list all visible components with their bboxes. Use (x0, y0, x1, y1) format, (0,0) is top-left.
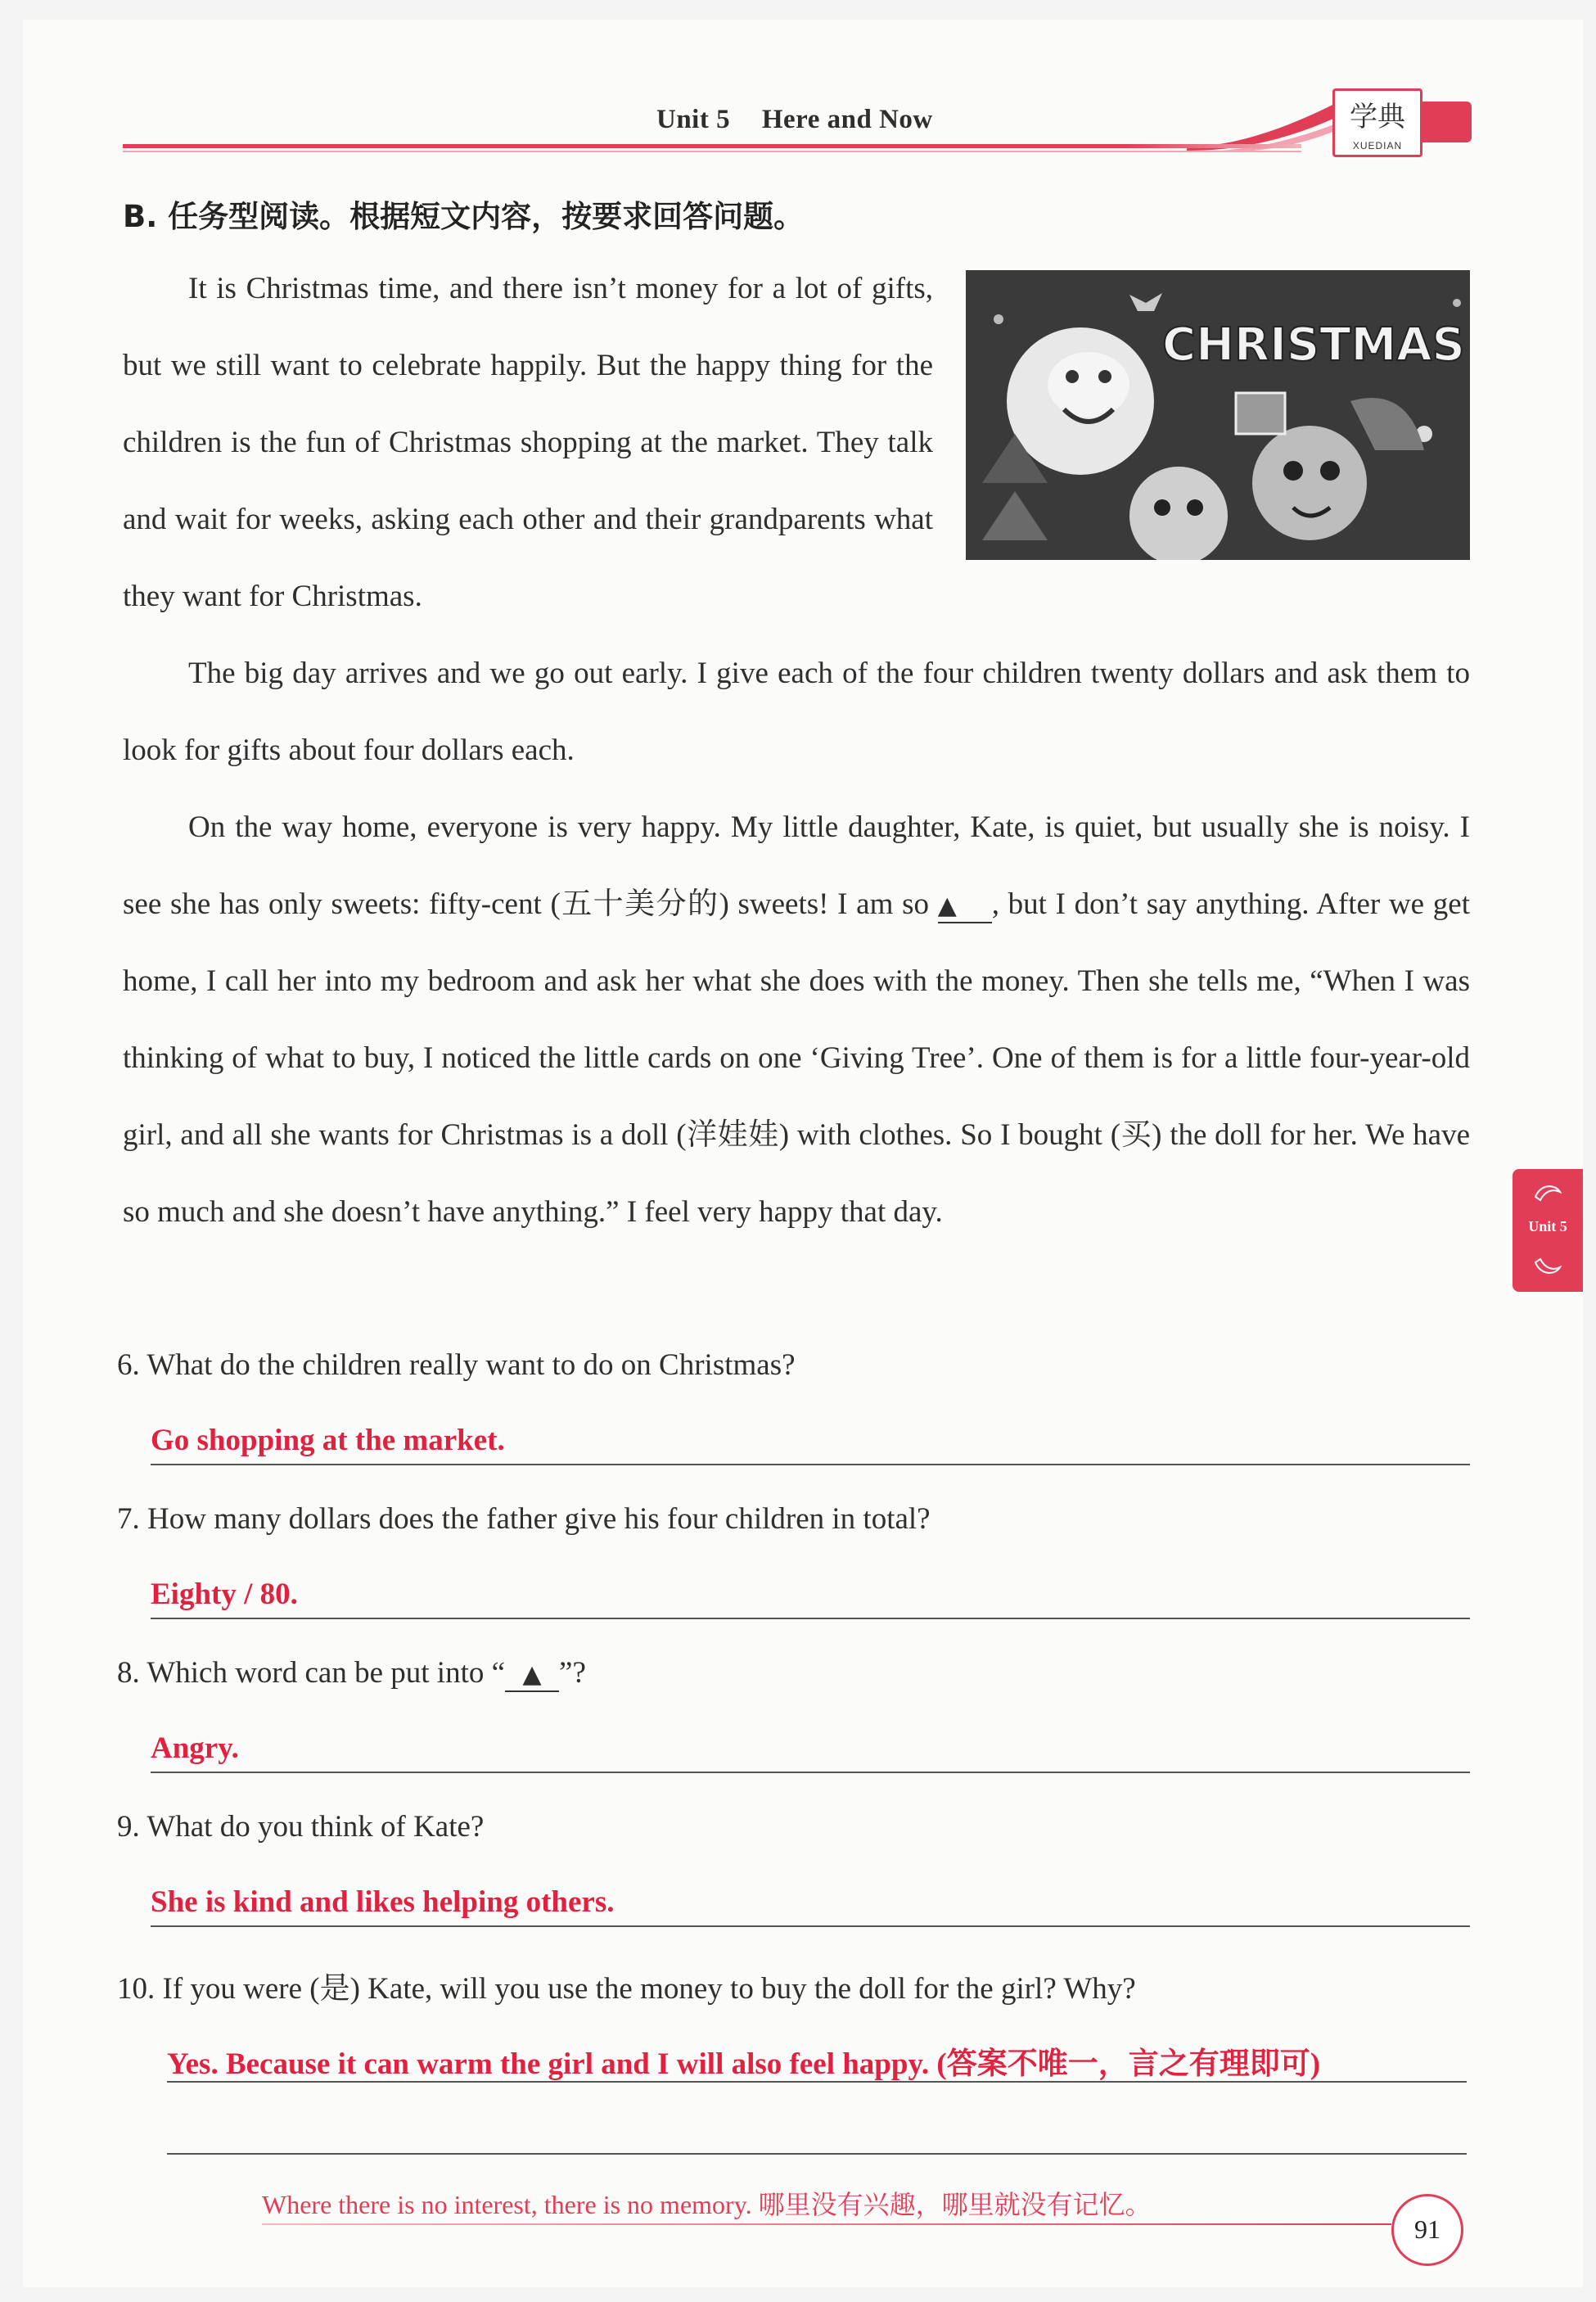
passage-paragraph-3 (123, 789, 1470, 1251)
wing-ornament-icon (1534, 1180, 1562, 1205)
unit-title: Here and Now (761, 105, 933, 134)
question-6: 6. What do the children really want to do on Christmas? (117, 1348, 796, 1382)
answer-6-line (151, 1464, 1470, 1465)
image-caption: CHRISTMAS (1162, 318, 1465, 372)
question-9: 9. What do you think of Kate? (117, 1810, 485, 1844)
question-10: 10. If you were (是) Kate, will you use the money to buy the doll for the girl? Why? (117, 1972, 1136, 2006)
logo-english: XUEDIAN (1352, 140, 1403, 151)
answer-6: Go shopping at the market. (151, 1424, 505, 1457)
paragraph-3-text-b: , but I don’t say anything. After we get home, I call her into my bedroom and ask her what she does with the money. Then she tells me, “When I was thinking of what to buy, I noticed the little cards on one ‘Giving Tree’. One of them is for a little four-year-old girl, and all she wants for Christmas is a doll (洋娃娃) with clothes. So I bought (买) the doll for her. We have so much and she doesn’t have anything.” I feel very happy that day. (123, 887, 1470, 1229)
blank-triangle: ▲ (938, 894, 992, 923)
answer-7: Eighty / 80. (151, 1578, 298, 1611)
header-rule (123, 144, 1301, 148)
answer-7-line (151, 1618, 1470, 1619)
wing-ornament-icon (1534, 1254, 1562, 1279)
footer-rule (262, 2223, 1391, 2225)
passage-paragraph-2 (123, 635, 1470, 789)
footer-quote: Where there is no interest, there is no memory. 哪里没有兴趣，哪里就没有记忆。 (262, 2190, 1152, 2219)
question-8 (117, 1655, 586, 1692)
section-title: B. 任务型阅读。根据短文内容，按要求回答问题。 (123, 199, 805, 234)
side-tab-label: Unit 5 (1528, 1218, 1567, 1235)
unit-label: Unit 5 (656, 105, 731, 134)
logo-book-icon (1421, 102, 1472, 142)
running-header (656, 105, 933, 135)
passage-paragraph-1 (123, 251, 933, 635)
header-rule-thin (123, 151, 1301, 152)
question-8-text-b: ”? (559, 1656, 586, 1690)
answer-10-line (167, 2081, 1467, 2083)
answer-8-line (151, 1772, 1470, 1773)
question-7: 7. How many dollars does the father give his four children in total? (117, 1502, 931, 1536)
question-8-text-a: 8. Which word can be put into “ (117, 1656, 506, 1690)
question-8-blank: ▲ (505, 1663, 559, 1692)
xuedian-logo (1332, 88, 1422, 157)
answer-9: She is kind and likes helping others. (151, 1885, 615, 1919)
answer-10-line-2 (167, 2153, 1467, 2155)
paragraph-1-text: It is Christmas time, and there isn’t money for a lot of gifts, but we still want to celebrate happily. But the happy thing for the children is the fun of Christmas shopping at the market. They talk and wait for weeks, asking each other and their grandparents what they want for Christmas. (123, 272, 933, 613)
christmas-illustration (966, 270, 1470, 560)
paragraph-2-text: The big day arrives and we go out early. I give each of the four children twenty dollars and ask them to look for gifts about four dollars each. (123, 657, 1470, 767)
answer-10: Yes. Because it can warm the girl and I will also feel happy. (答案不唯一，言之有理即可) (167, 2047, 1321, 2081)
page-number-badge (1391, 2194, 1463, 2266)
answer-8: Angry. (151, 1731, 239, 1765)
logo-chinese: 学典 (1350, 101, 1405, 133)
page-number: 91 (1414, 2214, 1440, 2244)
answer-9-line (151, 1925, 1470, 1927)
unit-side-tab (1513, 1169, 1583, 1292)
paragraph-3-text-a: On the way home, everyone is very happy. My little daughter, Kate, is quiet, but usually she is noisy. I see she has only sweets: fifty-cent (五十美分的) sweets! I am so (123, 810, 1470, 921)
